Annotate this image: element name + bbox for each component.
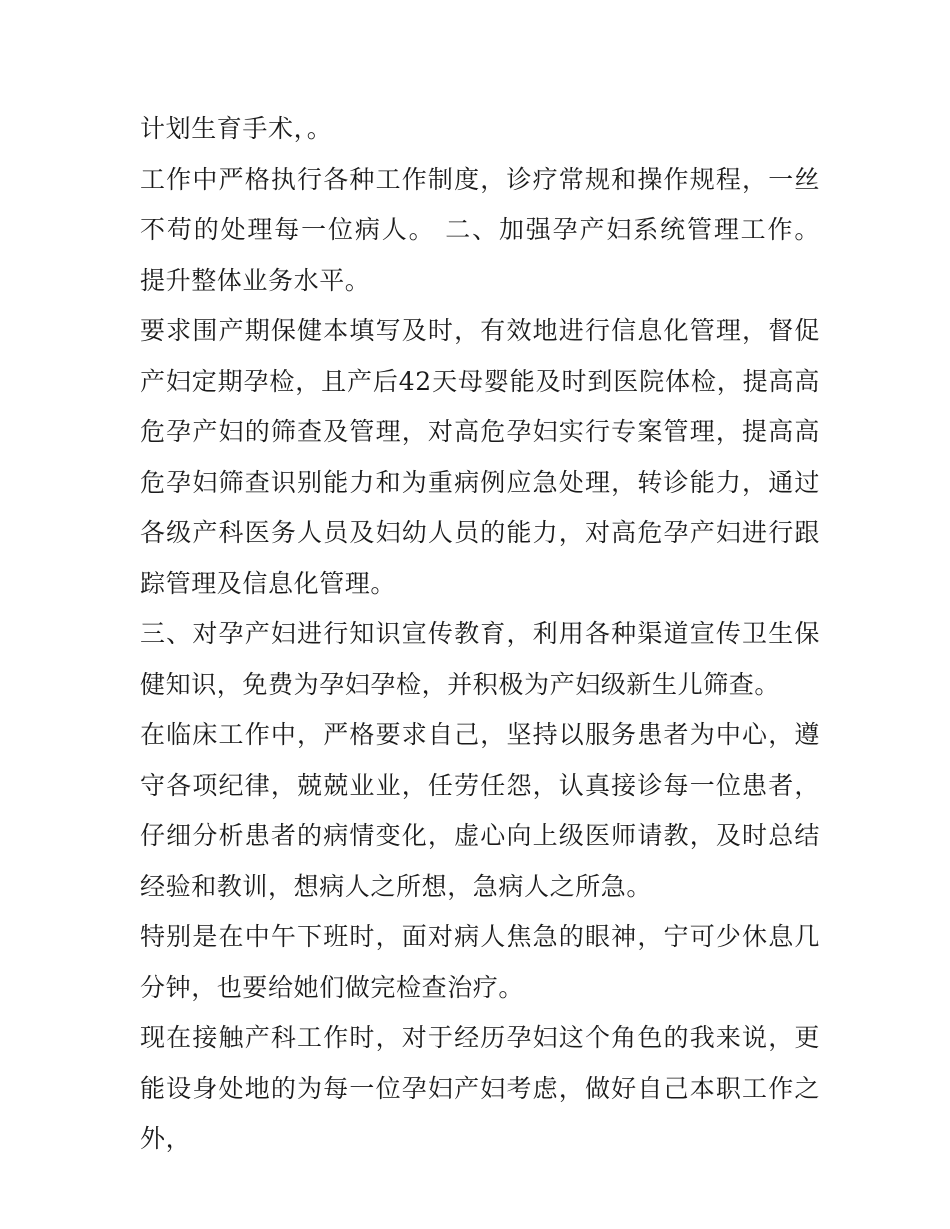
document-body [140, 104, 820, 1165]
paragraph-7: 现在接触产科工作时，对于经历孕妇这个角色的我来说，更能设身处地的为每一位孕妇产妇考虑，做好自己本职工作之外， [140, 1023, 820, 1153]
paragraph-4: 三、对孕产妇进行知识宣传教育，利用各种渠道宣传卫生保健知识，免费为孕妇孕检，并积极为产妇级新生儿筛查。 [140, 619, 820, 699]
paragraph-2: 工作中严格执行各种工作制度，诊疗常规和操作规程，一丝不苟的处理每一位病人。 二、加强孕产妇系统管理工作。 提升整体业务水平。 [140, 164, 820, 295]
paragraph-3: 要求围产期保健本填写及时，有效地进行信息化管理，督促产妇定期孕检，且产后42天母婴能及时到医院体检，提高高危孕产妇的筛查及管理，对高危孕妇实行专案管理，提高高危孕妇筛查识别能力和为重病例应急处理，转诊能力，通过各级产科医务人员及妇幼人员的能力，对高危孕产妇进行跟踪管理及信息化管理。 [140, 316, 820, 598]
paragraph-1: 计划生育手术，。 [140, 114, 333, 143]
paragraph-5: 在临床工作中，严格要求自己，坚持以服务患者为中心，遵守各项纪律，兢兢业业，任劳任怨，认真接诊每一位患者，仔细分析患者的病情变化，虚心向上级医师请教，及时总结经验和教训，想病人之所想，急病人之所急。 [140, 720, 820, 901]
paragraph-6: 特别是在中午下班时，面对病人焦急的眼神，宁可少休息几分钟，也要给她们做完检查治疗。 [140, 922, 820, 1002]
